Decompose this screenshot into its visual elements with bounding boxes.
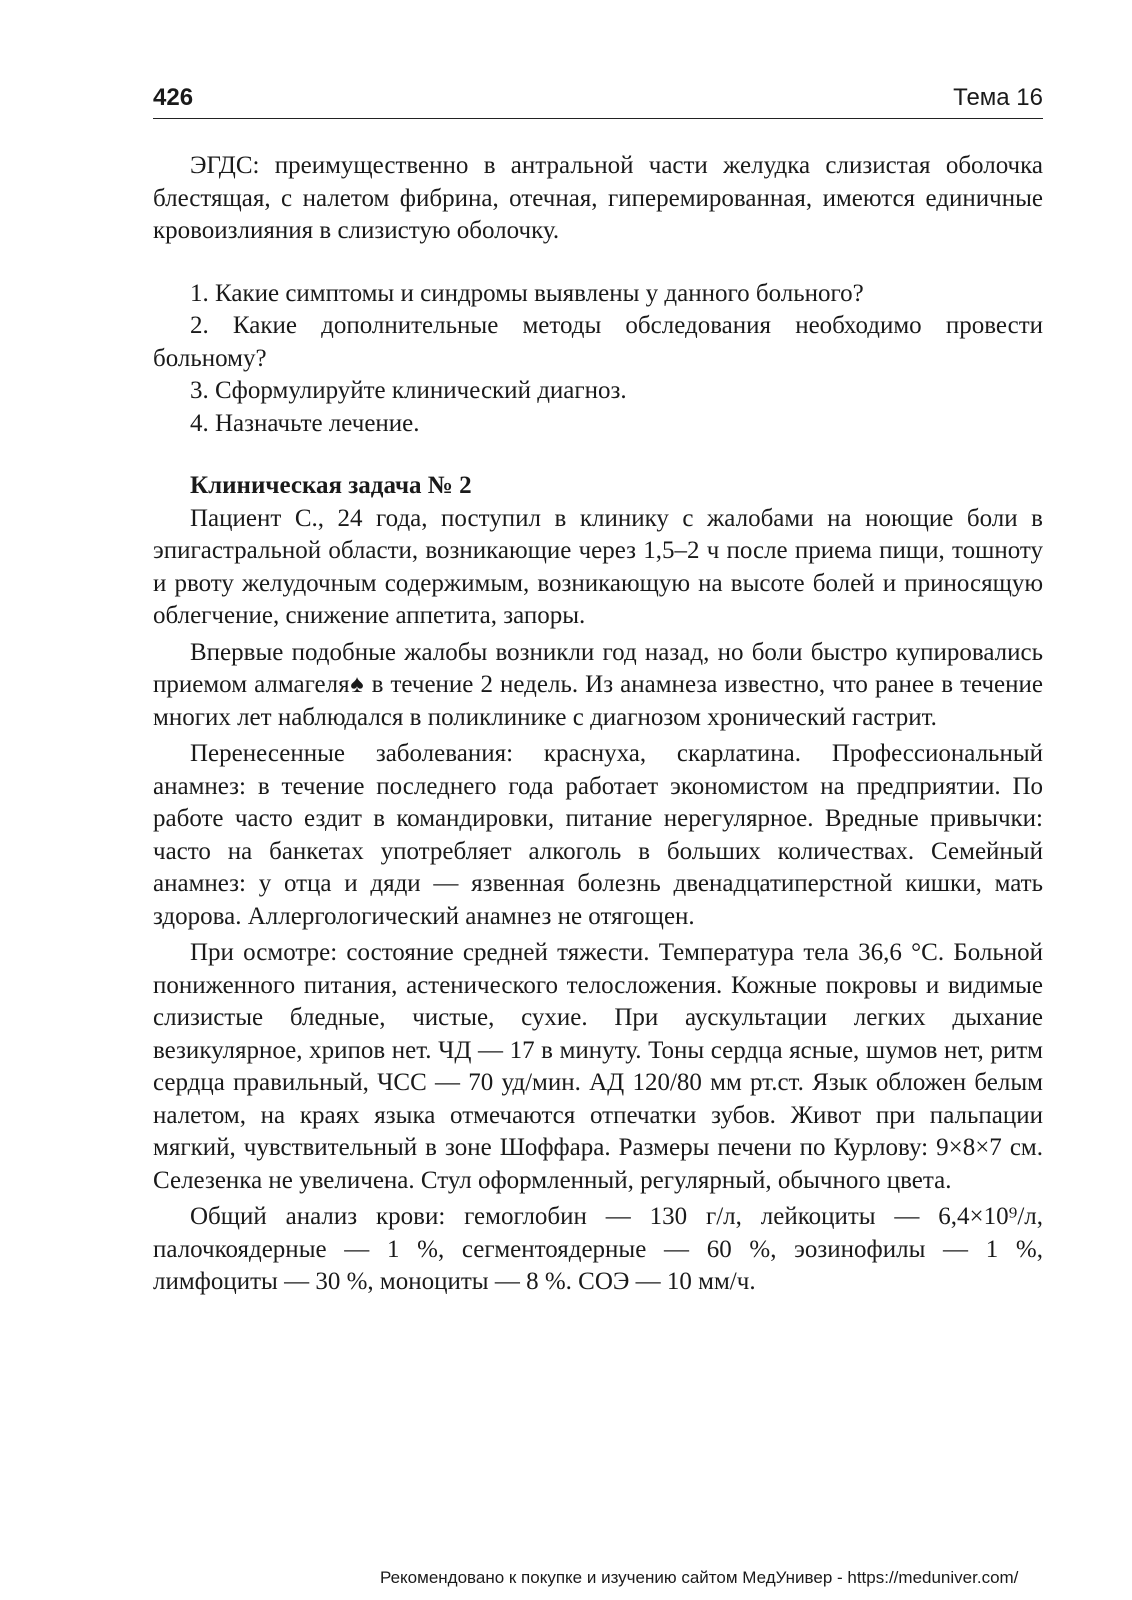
footer-watermark: Рекомендовано к покупке и изучению сайтом МедУнивер - https://meduniver.com/: [380, 1568, 1019, 1587]
task-title: Клиническая задача № 2: [190, 472, 472, 499]
page-body: [153, 150, 1043, 1303]
page-number: 426: [153, 84, 194, 111]
examination-paragraph: При осмотре: состояние средней тяжести. Температура тела 36,6 °С. Больной пониженного питания, астенического телосложения. Кожные покровы и видимые слизистые бледные, чистые, сухие. При аускультации легких дыхание везикулярное, хрипов нет. ЧД — 17 в минуту. Тоны сердца ясные, шумов нет, ритм сердца правильный, ЧСС — 70 уд/мин. АД 120/80 мм рт.ст. Язык обложен белым налетом, на краях языка отмечаются отпечатки зубов. Живот при пальпации мягкий, чувствительный в зоне Шоффара. Размеры печени по Курлову: 9×8×7 см. Селезенка не увеличена. Стул оформленный, регулярный, обычного цвета.: [153, 939, 1043, 1194]
question-list: [153, 278, 1043, 441]
anamnesis-paragraph: Перенесенные заболевания: краснуха, скарлатина. Профессиональный анамнез: в течение последнего года работает экономистом на предприятии. По работе часто ездит в командировки, питание нерегулярное. Вредные привычки: часто на банкетах употребляет алкоголь в больших количествах. Семейный анамнез: у отца и дяди — язвенная болезнь двенадцатиперстной кишки, мать здорова. Аллергологический анамнез не отягощен.: [153, 740, 1043, 930]
question-item: 2. Какие дополнительные методы обследования необходимо провести больному?: [153, 312, 1043, 372]
blood-test-paragraph: Общий анализ крови: гемоглобин — 130 г/л, лейкоциты — 6,4×10⁹/л, палочкоядерные — 1 %, сегментоядерные — 60 %, эозинофилы — 1 %, лимфоциты — 30 %, моноциты — 8 %. СОЭ — 10 мм/ч.: [153, 1203, 1043, 1295]
question-item: 1. Какие симптомы и синдромы выявлены у данного больного?: [190, 279, 864, 307]
complaints-paragraph: Пациент С., 24 года, поступил в клинику с жалобами на ноющие боли в эпигастральной области, возникающие через 1,5–2 ч после приема пищи, тошноту и рвоту желудочным содержимым, возникающую на высоте болей и приносящую облегчение, снижение аппетита, запоры.: [153, 504, 1043, 629]
egds-paragraph: ЭГДС: преимущественно в антральной части желудка слизистая оболочка блестящая, с налетом фибрина, отечная, гиперемированная, имеются единичные кровоизлияния в слизистую оболочку.: [153, 152, 1043, 244]
page-header: [153, 84, 1043, 119]
question-item: 3. Сформулируйте клинический диагноз.: [190, 377, 627, 404]
history-paragraph: Впервые подобные жалобы возникли год назад, но боли быстро купировались приемом алмагеля♠ в течение 2 недель. Из анамнеза известно, что ранее в течение многих лет наблюдался в поликлинике с диагнозом хронический гастрит.: [153, 638, 1043, 731]
question-item: 4. Назначьте лечение.: [190, 409, 420, 437]
running-head: Тема 16: [953, 84, 1043, 111]
